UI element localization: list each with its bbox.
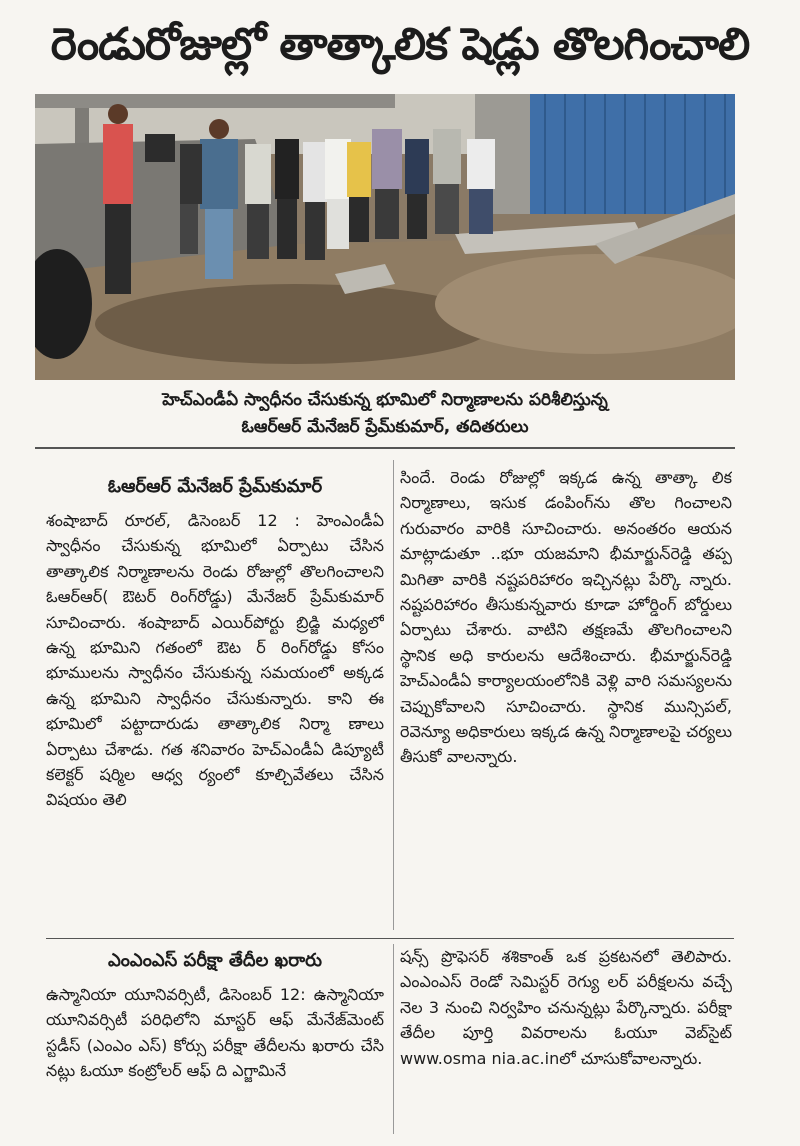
section-rule (35, 447, 735, 449)
story2-heading: ఎంఎంఎస్ పరీక్షా తేదీల ఖరారు (108, 950, 322, 971)
caption-line-2: ఓఆర్‌ఆర్ మేనేజర్ ప్రేమ్‌కుమార్, తదితరులు (241, 417, 529, 437)
story1-body-left: శంషాబాద్ రూరల్, డిసెంబర్ 12 : హెంఎండీఏ స్వాధీనం చేసుకున్న భూమిలో ఏర్పాటు చేసిన తాత్కాలిక నిర్మాణాలను రెండు రోజుల్లో తొలగించాలని ఓఆర్ఆర్( ఔటర్ రింగ్‌రోడ్డు) మేనేజర్ ప్రేమ్‌కుమార్ సూచించారు. శంషాబాద్ ఎయిర్‌పోర్టు బ్రిడ్జి మధ్యలో ఉన్న భూమిని గతంలో ఔట ర్ రింగ్‌రోడ్డు కోసం భూములను స్వాధీనం చేసుకున్న సమయంలో అక్కడ ఉన్న భూమిని స్వాధీనం చేసుకున్నారు. కాని ఈ భూమిలో పట్టాదారుడు తాత్కాలిక నిర్మా ణాలు ఏర్పాటు చేశాడు. గత శనివారం హెచ్‌ఎండీఏ డిప్యూటీ కలెక్టర్ షర్మిల ఆధ్వ ర్యంలో కూల్చివేతలు చేసిన విషయం తెలి (46, 511, 384, 810)
story2-body-right: షన్స్ ప్రొఫెసర్ శశికాంత్ ఒక ప్రకటనలో తెలిపారు. ఎంఎంఎస్ రెండో సెమిస్టర్ రెగ్యు లర్ పరీక్షలను వచ్చే నెల 3 నుంచి నిర్వహిం చనున్నట్లు పేర్కొన్నారు. పరీక్షా తేదీల పూర్తి వివరాలను ఓయూ వెబ్‌సైట్ www.osma nia.ac.inలో చూసుకోవాలన్నారు. (400, 947, 732, 1068)
story2-column-left (46, 944, 384, 1139)
story1-heading: ఓఆర్‌ఆర్ మేనేజర్ ప్రేమ్‌కుమార్ (107, 476, 323, 497)
photo-caption (35, 387, 735, 441)
column-divider-2 (393, 944, 394, 1134)
story-divider (46, 938, 734, 939)
story1-body-right: సిందే. రెండు రోజుల్లో ఇక్కడ ఉన్న తాత్కా లిక నిర్మాణాలు, ఇసుక డంపింగ్‌ను తొల గించాలని గురువారం వారికి సూచించారు. అనంతరం ఆయన మాట్లాడుతూ ..భూ యజమాని భీమార్జున్‌రెడ్డి తప్ప మిగితా వారికి నష్టపరిహారం ఇచ్చినట్లు పేర్కొ న్నారు. నష్టపరిహారం తీసుకున్నవారు కూడా హోర్డింగ్ బోర్డులు ఏర్పాటు చేశారు. వాటిని తక్షణమే తొలగించాలని స్థానిక అధి కారులను ఆదేశించారు. భీమార్జున్‌రెడ్డి హెచ్‌ఎండీఏ కార్యాలయంలోనికి వెళ్లి వారి సమస్యలను చెప్పుకోవాలని సూచించారు. స్థానిక మున్సిపల్, రెవెన్యూ అధికారులు ఇక్కడ ఉన్న నిర్మాణాలపై చర్యలు తీసుకో వాలన్నారు. (400, 468, 732, 767)
story2-column-right (400, 944, 732, 1139)
column-divider (393, 460, 394, 930)
headline: రెండురోజుల్లో తాత్కాలిక షెడ్లు తొలగించాలి (50, 19, 750, 70)
news-photo (35, 94, 735, 380)
story1-column-right (400, 465, 732, 935)
caption-line-1: హెచ్‌ఎండీఏ స్వాధీనం చేసుకున్న భూమిలో నిర్మాణాలను పరిశీలిస్తున్న (162, 390, 608, 410)
story1-column-left (46, 470, 384, 935)
story2-body-left: ఉస్మానియా యూనివర్సిటీ, డిసెంబర్ 12: ఉస్మానియా యూనివర్సిటీ పరిధిలోని మాస్టర్ ఆఫ్ మేనేజ్‌మెంట్ స్టడీస్ (ఎంఎం ఎస్) కోర్సు పరీక్షా తేదీలను ఖరారు చేసి నట్లు ఓయూ కంట్రోలర్ ఆఫ్ ది ఎగ్జామినే (46, 985, 384, 1081)
